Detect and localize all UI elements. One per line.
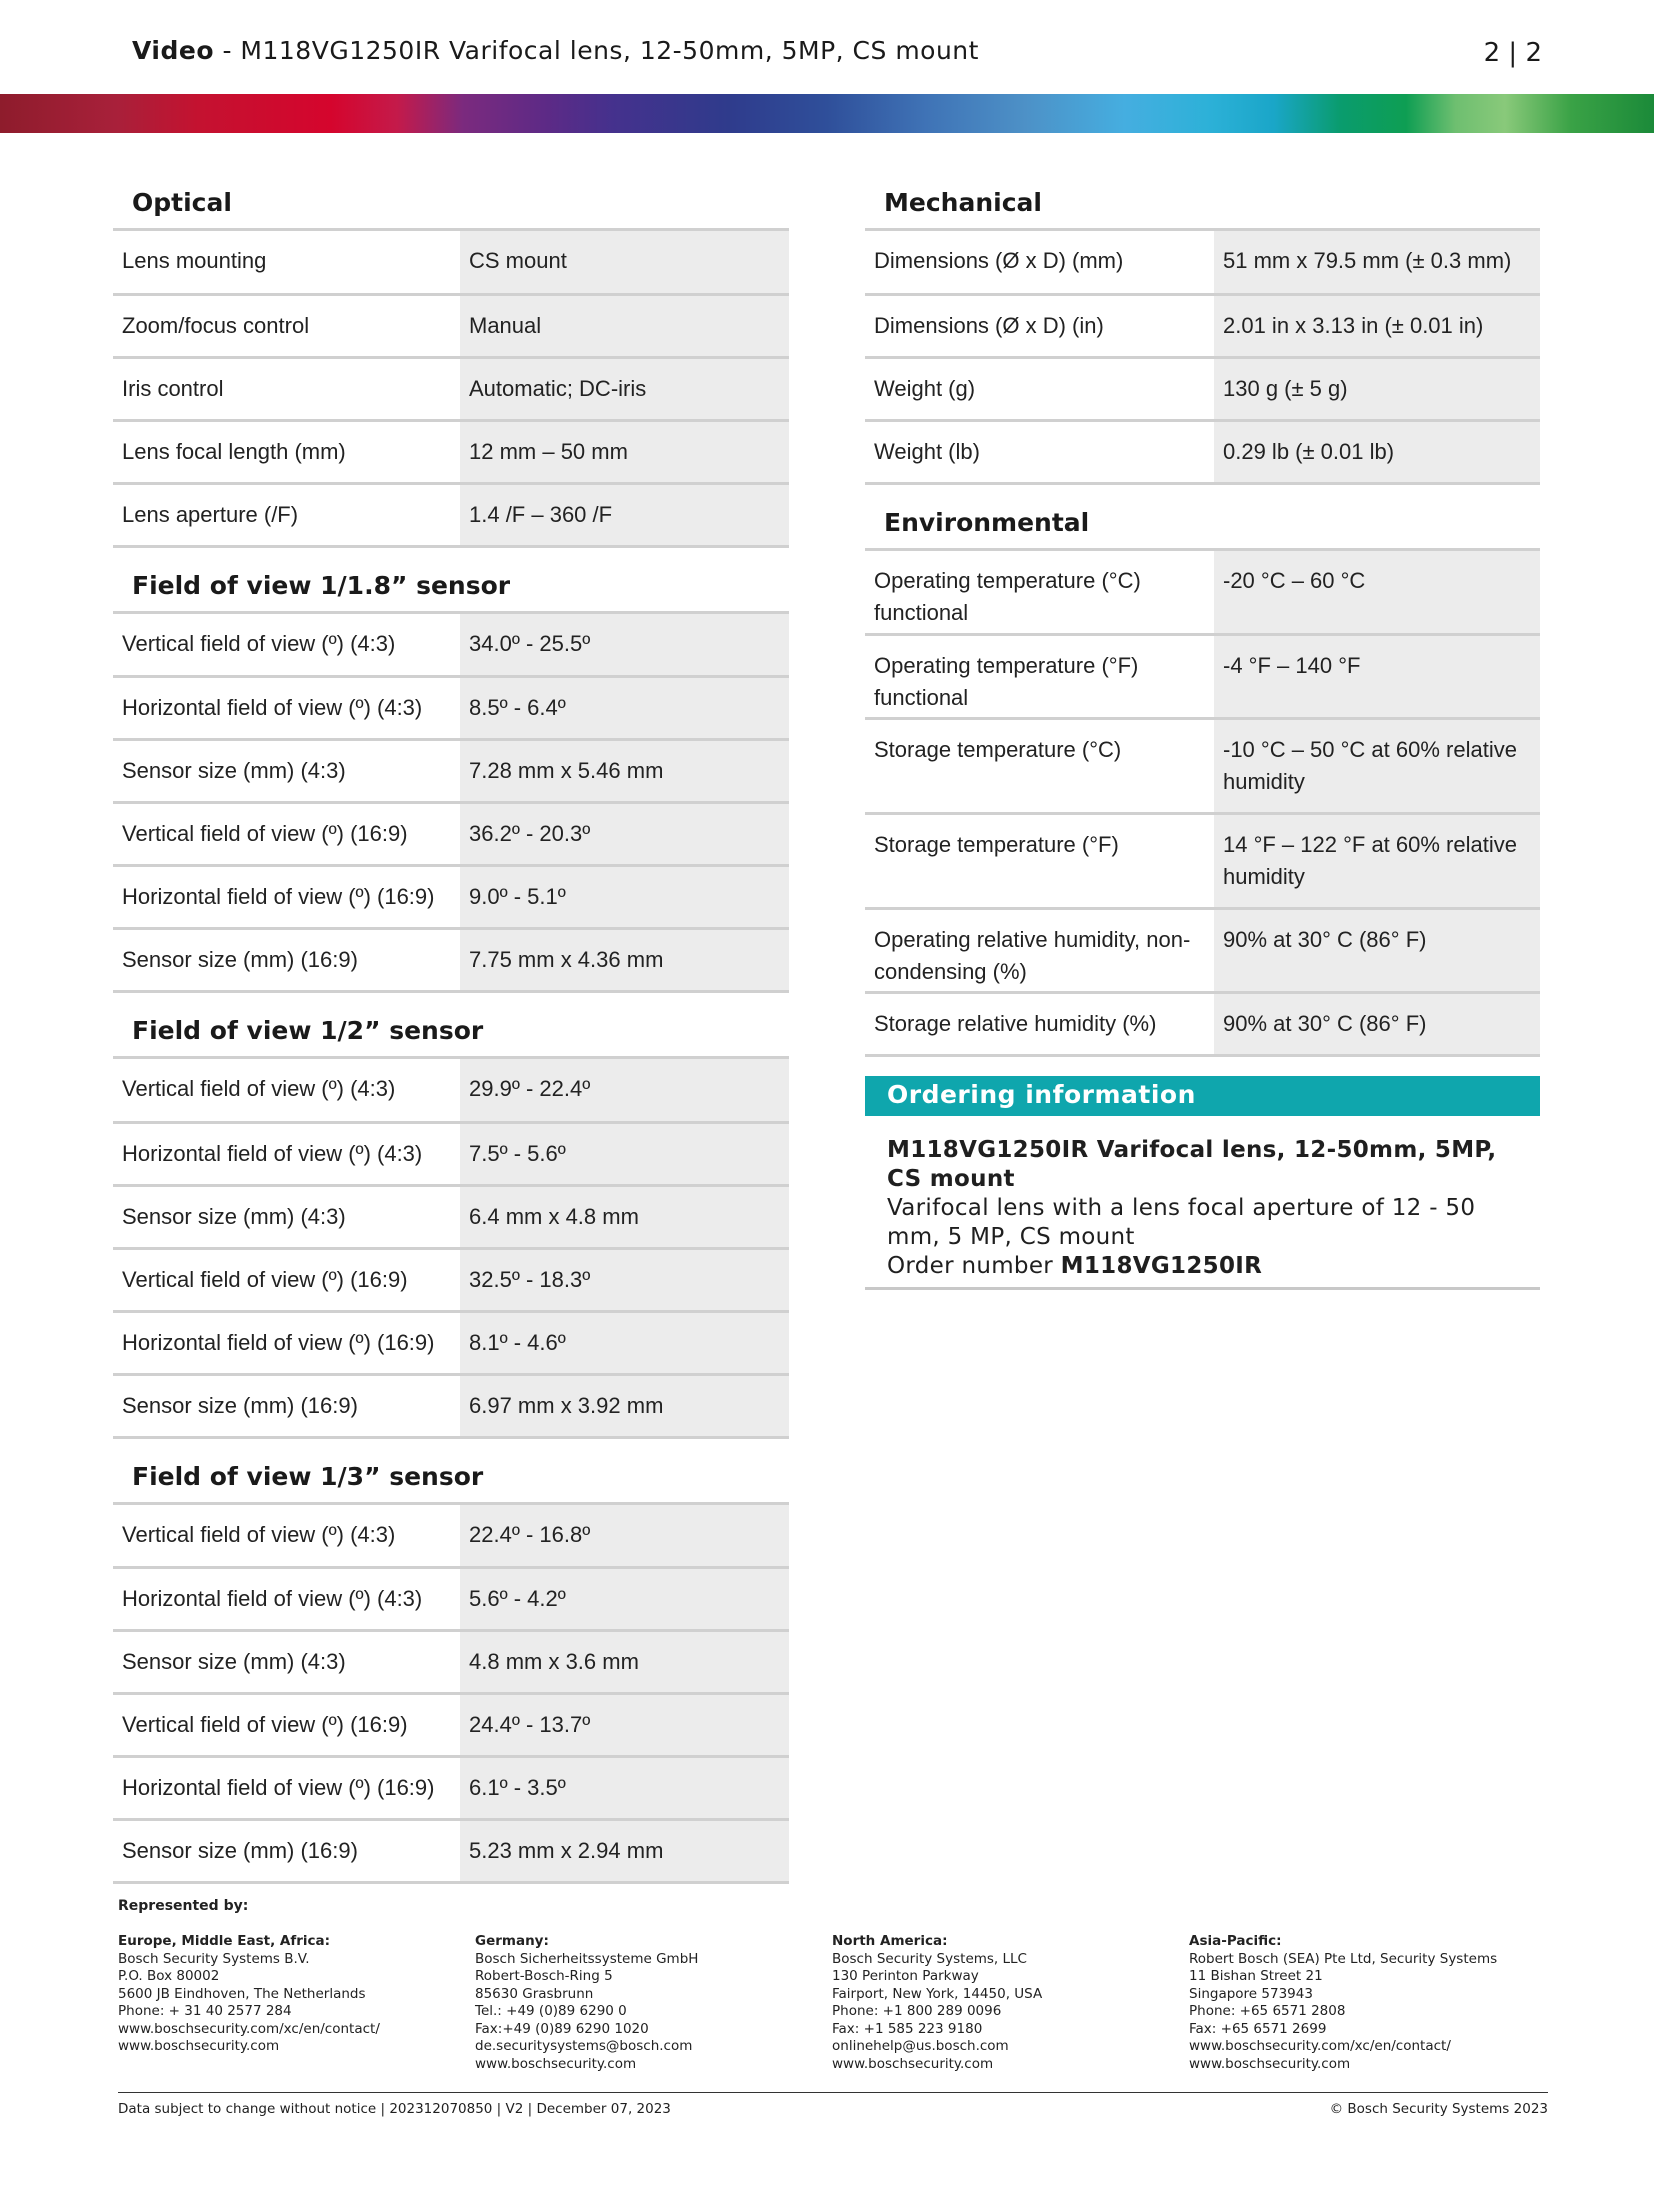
spec-label: Lens focal length (mm) <box>113 420 460 483</box>
spec-label: Horizontal field of view (º) (16:9) <box>113 1757 460 1820</box>
spec-label: Vertical field of view (º) (4:3) <box>113 1505 460 1568</box>
ordering-number-line <box>887 1252 1525 1281</box>
spec-value: 22.4º - 16.8º <box>460 1505 789 1568</box>
spec-row <box>113 677 789 740</box>
region-line: Tel.: +49 (0)89 6290 0 <box>475 2003 627 2019</box>
spec-row <box>113 1820 789 1883</box>
spec-value: 24.4º - 13.7º <box>460 1694 789 1757</box>
spec-value: 51 mm x 79.5 mm (± 0.3 mm) <box>1214 231 1540 294</box>
section-title: Optical <box>113 165 789 231</box>
region-line: Bosch Security Systems, LLC <box>832 1950 1027 1967</box>
spec-value: 7.5º - 5.6º <box>460 1122 789 1185</box>
spec-row <box>113 1568 789 1631</box>
right-spec-sections <box>865 165 1540 1057</box>
region-line: 85630 Grasbrunn <box>475 1985 594 2002</box>
spec-label: Horizontal field of view (º) (16:9) <box>113 866 460 929</box>
region-name: Germany: <box>475 1933 549 1949</box>
spec-label: Operating temperature (°F) functional <box>865 635 1214 719</box>
region-name: Asia-Pacific: <box>1189 1933 1282 1949</box>
right-column <box>865 165 1540 1290</box>
order-number-label: Order number <box>887 1253 1061 1279</box>
spec-table <box>865 231 1540 485</box>
spec-value: CS mount <box>460 231 789 294</box>
spec-value: 6.1º - 3.5º <box>460 1757 789 1820</box>
spec-row <box>113 1757 789 1820</box>
section-title: Field of view 1/2” sensor <box>113 993 789 1059</box>
spec-label: Storage relative humidity (%) <box>865 993 1214 1056</box>
region-line: Fax:+49 (0)89 6290 1020 <box>475 2020 649 2037</box>
spec-row <box>113 1122 789 1185</box>
spec-row <box>113 1248 789 1311</box>
footer-region <box>1189 1933 1529 2073</box>
region-line: 11 Bishan Street 21 <box>1189 1968 1323 1984</box>
ordering-description: Varifocal lens with a lens focal aperture of 12 - 50 mm, 5 MP, CS mount <box>887 1195 1476 1250</box>
spec-label: Vertical field of view (º) (4:3) <box>113 614 460 677</box>
section-title: Environmental <box>865 485 1540 551</box>
spec-label: Dimensions (Ø x D) (mm) <box>865 231 1214 294</box>
spec-label: Iris control <box>113 357 460 420</box>
footer-region <box>118 1933 458 2056</box>
spec-label: Storage temperature (°F) <box>865 814 1214 909</box>
spec-row <box>113 1059 789 1122</box>
spec-row <box>865 294 1540 357</box>
spec-row <box>865 420 1540 483</box>
spec-row <box>113 1185 789 1248</box>
spec-value: 90% at 30° C (86° F) <box>1214 909 1540 993</box>
spec-row <box>113 294 789 357</box>
spec-row <box>113 231 789 294</box>
spec-row <box>865 719 1540 814</box>
spec-value: -4 °F – 140 °F <box>1214 635 1540 719</box>
spec-table <box>113 1059 789 1439</box>
spec-value: 90% at 30° C (86° F) <box>1214 993 1540 1056</box>
region-line: Singapore 573943 <box>1189 1985 1313 2002</box>
region-line: Phone: + 31 40 2577 284 <box>118 2003 292 2019</box>
footer-region <box>832 1933 1172 2073</box>
spec-label: Horizontal field of view (º) (4:3) <box>113 1568 460 1631</box>
region-line: 130 Perinton Parkway <box>832 1968 979 1984</box>
spec-value: Automatic; DC-iris <box>460 357 789 420</box>
spec-value: 1.4 /F – 360 /F <box>460 483 789 546</box>
section-title: Field of view 1/1.8” sensor <box>113 548 789 614</box>
page-number: 2 | 2 <box>1483 38 1542 68</box>
spec-table <box>113 1505 789 1885</box>
spec-value: 32.5º - 18.3º <box>460 1248 789 1311</box>
left-column <box>113 165 789 1884</box>
spec-value: 2.01 in x 3.13 in (± 0.01 in) <box>1214 294 1540 357</box>
region-line: Fax: +65 6571 2699 <box>1189 2020 1327 2037</box>
spec-label: Sensor size (mm) (4:3) <box>113 1185 460 1248</box>
spec-label: Weight (lb) <box>865 420 1214 483</box>
order-number: M118VG1250IR <box>1060 1253 1263 1279</box>
spec-label: Sensor size (mm) (16:9) <box>113 929 460 992</box>
region-line: Bosch Sicherheitssysteme GmbH <box>475 1950 699 1967</box>
ordering-heading: Ordering information <box>865 1076 1540 1116</box>
region-line: www.boschsecurity.com <box>475 2055 637 2072</box>
spec-value: 5.6º - 4.2º <box>460 1568 789 1631</box>
spec-row <box>865 993 1540 1056</box>
spec-value: 36.2º - 20.3º <box>460 803 789 866</box>
spec-label: Sensor size (mm) (16:9) <box>113 1820 460 1883</box>
section-title: Mechanical <box>865 165 1540 231</box>
spec-value: 8.5º - 6.4º <box>460 677 789 740</box>
spec-value: 7.75 mm x 4.36 mm <box>460 929 789 992</box>
spec-value: 6.4 mm x 4.8 mm <box>460 1185 789 1248</box>
spec-value: -20 °C – 60 °C <box>1214 551 1540 635</box>
spec-row <box>113 866 789 929</box>
region-line: P.O. Box 80002 <box>118 1968 220 1984</box>
spec-row <box>113 1694 789 1757</box>
spec-value: 8.1º - 4.6º <box>460 1311 789 1374</box>
spec-value: 5.23 mm x 2.94 mm <box>460 1820 789 1883</box>
region-line: onlinehelp@us.bosch.com <box>832 2038 1009 2054</box>
region-line: Phone: +65 6571 2808 <box>1189 2003 1346 2019</box>
spec-row <box>113 1374 789 1437</box>
spec-row <box>865 814 1540 909</box>
spec-table <box>113 231 789 548</box>
region-line: Fax: +1 585 223 9180 <box>832 2020 983 2037</box>
spec-row <box>113 740 789 803</box>
region-line: 5600 JB Eindhoven, The Netherlands <box>118 1985 366 2002</box>
spec-value: 0.29 lb (± 0.01 lb) <box>1214 420 1540 483</box>
spec-value: 14 °F – 122 °F at 60% relative humidity <box>1214 814 1540 909</box>
spec-row <box>113 420 789 483</box>
region-line: Phone: +1 800 289 0096 <box>832 2003 1002 2019</box>
spec-label: Zoom/focus control <box>113 294 460 357</box>
ordering-product-name: M118VG1250IR Varifocal lens, 12-50mm, 5MP, CS mount <box>887 1137 1497 1192</box>
section-title: Field of view 1/3” sensor <box>113 1439 789 1505</box>
title-category: Video <box>132 36 215 65</box>
spec-value: 12 mm – 50 mm <box>460 420 789 483</box>
footer-divider <box>118 2092 1548 2093</box>
region-line: de.securitysystems@bosch.com <box>475 2038 693 2054</box>
spec-value: 130 g (± 5 g) <box>1214 357 1540 420</box>
region-line: www.boschsecurity.com <box>832 2055 994 2072</box>
spec-value: 29.9º - 22.4º <box>460 1059 789 1122</box>
region-name: Europe, Middle East, Africa: <box>118 1933 331 1949</box>
spec-label: Sensor size (mm) (4:3) <box>113 1631 460 1694</box>
spec-label: Dimensions (Ø x D) (in) <box>865 294 1214 357</box>
spec-label: Horizontal field of view (º) (4:3) <box>113 1122 460 1185</box>
spec-row <box>113 1505 789 1568</box>
spec-row <box>113 483 789 546</box>
spec-row <box>113 929 789 992</box>
footer-copyright: © Bosch Security Systems 2023 <box>1329 2101 1548 2117</box>
spec-value: 4.8 mm x 3.6 mm <box>460 1631 789 1694</box>
region-line: Robert-Bosch-Ring 5 <box>475 1968 613 1984</box>
spec-label: Storage temperature (°C) <box>865 719 1214 814</box>
region-line: www.boschsecurity.com/xc/en/contact/ <box>118 2020 380 2037</box>
region-line: www.boschsecurity.com/xc/en/contact/ <box>1189 2038 1451 2054</box>
spec-row <box>865 909 1540 993</box>
region-line: Robert Bosch (SEA) Pte Ltd, Security Systems <box>1189 1950 1498 1967</box>
spec-label: Lens mounting <box>113 231 460 294</box>
spec-label: Vertical field of view (º) (4:3) <box>113 1059 460 1122</box>
footer-region <box>475 1933 815 2073</box>
spec-row <box>113 803 789 866</box>
spec-label: Lens aperture (/F) <box>113 483 460 546</box>
region-name: North America: <box>832 1933 948 1949</box>
footer-notice: Data subject to change without notice | 202312070850 | V2 | December 07, 2023 <box>118 2101 671 2117</box>
spec-value: -10 °C – 50 °C at 60% relative humidity <box>1214 719 1540 814</box>
spec-value: 6.97 mm x 3.92 mm <box>460 1374 789 1437</box>
region-line: Bosch Security Systems B.V. <box>118 1950 310 1967</box>
spec-row <box>113 357 789 420</box>
color-band <box>0 94 1654 133</box>
spec-row <box>865 231 1540 294</box>
region-line: www.boschsecurity.com <box>1189 2055 1351 2072</box>
spec-label: Vertical field of view (º) (16:9) <box>113 1248 460 1311</box>
ordering-block <box>865 1116 1540 1290</box>
spec-label: Sensor size (mm) (16:9) <box>113 1374 460 1437</box>
spec-label: Vertical field of view (º) (16:9) <box>113 1694 460 1757</box>
footer <box>118 1898 1548 2072</box>
spec-value: 9.0º - 5.1º <box>460 866 789 929</box>
spec-label: Weight (g) <box>865 357 1214 420</box>
spec-row <box>113 1631 789 1694</box>
spec-value: 7.28 mm x 5.46 mm <box>460 740 789 803</box>
spec-label: Vertical field of view (º) (16:9) <box>113 803 460 866</box>
spec-row <box>865 357 1540 420</box>
spec-row <box>865 551 1540 635</box>
spec-row <box>865 635 1540 719</box>
spec-value: Manual <box>460 294 789 357</box>
spec-row <box>113 1311 789 1374</box>
spec-label: Horizontal field of view (º) (16:9) <box>113 1311 460 1374</box>
spec-row <box>113 614 789 677</box>
spec-value: 34.0º - 25.5º <box>460 614 789 677</box>
spec-label: Horizontal field of view (º) (4:3) <box>113 677 460 740</box>
page-header <box>0 0 1654 95</box>
spec-table <box>113 614 789 994</box>
represented-by-label: Represented by: <box>118 1898 249 1914</box>
spec-label: Operating temperature (°C) functional <box>865 551 1214 635</box>
region-line: www.boschsecurity.com <box>118 2038 280 2054</box>
spec-label: Operating relative humidity, non-condensing (%) <box>865 909 1214 993</box>
region-line: Fairport, New York, 14450, USA <box>832 1985 1043 2002</box>
document-title <box>132 36 979 65</box>
spec-label: Sensor size (mm) (4:3) <box>113 740 460 803</box>
title-product: - M118VG1250IR Varifocal lens, 12-50mm, 5MP, CS mount <box>214 36 979 65</box>
spec-table <box>865 551 1540 1058</box>
